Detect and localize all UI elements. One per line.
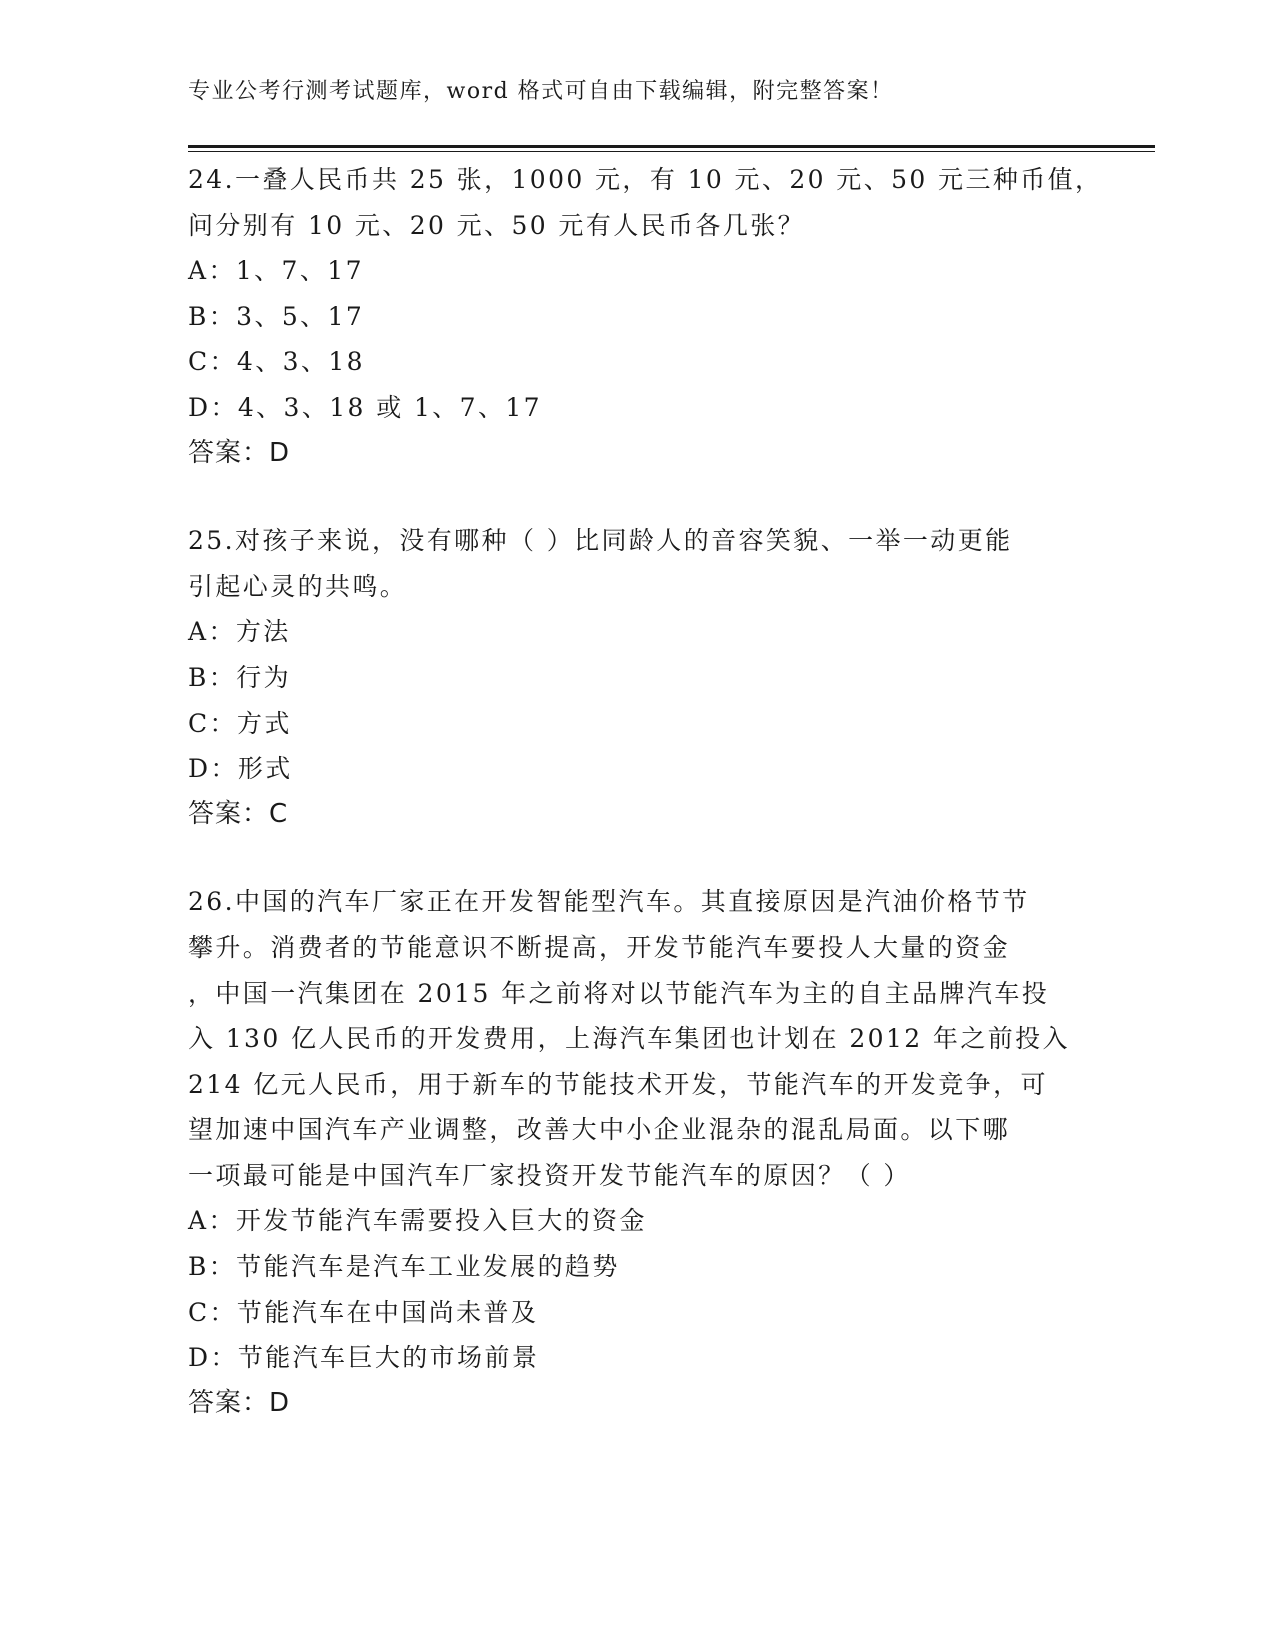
question-26 <box>188 879 1088 1426</box>
answer-line: 答案：D <box>188 1387 291 1418</box>
question-stem-line: 25.对孩子来说，没有哪种（ ）比同龄人的音容笑貌、一举一动更能 <box>188 526 1013 556</box>
question-stem-line: 24.一叠人民币共 25 张，1000 元，有 10 元、20 元、50 元三种币值， <box>188 165 1103 194</box>
question-24 <box>188 157 1103 476</box>
option-c: C：节能汽车在中国尚未普及 <box>188 1297 539 1327</box>
question-stem-line: 问分别有 10 元、20 元、50 元有人民币各几张？ <box>188 210 806 240</box>
answer-line: 答案：C <box>188 798 289 829</box>
option-b: B：行为 <box>188 662 291 692</box>
question-stem-line: 入 130 亿人民币的开发费用，上海汽车集团也计划在 2012 年之前投入 <box>188 1024 1070 1054</box>
option-c: C：4、3、18 <box>188 347 365 377</box>
header-rule-thick <box>188 145 1155 148</box>
option-c: C：方式 <box>188 708 292 738</box>
question-stem-line: 望加速中国汽车产业调整，改善大中小企业混杂的混乱局面。以下哪 <box>188 1115 1011 1145</box>
question-stem-line: 26.中国的汽车厂家正在开发智能型汽车。其直接原因是汽油价格节节 <box>188 887 1030 917</box>
option-d: D：节能汽车巨大的市场前景 <box>188 1343 540 1373</box>
question-stem-line: 攀升。消费者的节能意识不断提高，开发节能汽车要投人大量的资金 <box>188 932 1011 962</box>
page-header: 专业公考行测考试题库，word 格式可自由下载编辑，附完整答案！ <box>188 79 894 104</box>
option-b: B：3、5、17 <box>188 301 365 331</box>
question-stem-line: ，中国一汽集团在 2015 年之前将对以节能汽车为主的自主品牌汽车投 <box>188 978 1050 1008</box>
question-stem-line: 214 亿元人民币，用于新车的节能技术开发，节能汽车的开发竞争，可 <box>188 1069 1048 1099</box>
question-25 <box>188 518 1088 837</box>
question-stem-line: 一项最可能是中国汽车厂家投资开发节能汽车的原因？（ ） <box>188 1160 911 1190</box>
option-a: A：方法 <box>188 617 291 647</box>
answer-line: 答案：D <box>188 437 291 468</box>
option-d: D：4、3、18 或 1、7、17 <box>188 392 542 422</box>
header-rule-thin <box>188 151 1155 152</box>
option-d: D：形式 <box>188 754 293 784</box>
option-a: A：1、7、17 <box>188 256 364 286</box>
question-list <box>188 157 1103 1468</box>
option-a: A：开发节能汽车需要投入巨大的资金 <box>188 1206 647 1236</box>
question-stem-line: 引起心灵的共鸣。 <box>188 571 408 601</box>
option-b: B：节能汽车是汽车工业发展的趋势 <box>188 1252 620 1282</box>
